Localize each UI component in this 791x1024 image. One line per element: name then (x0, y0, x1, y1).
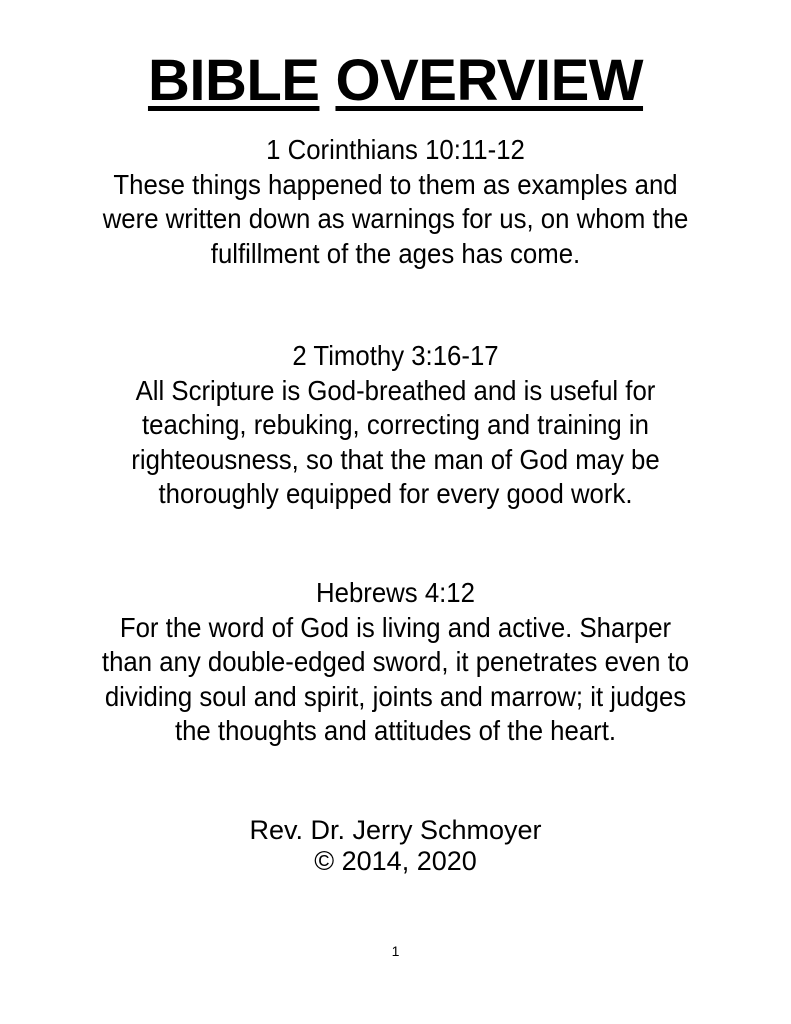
author-name: Rev. Dr. Jerry Schmoyer (249, 815, 542, 845)
passage-reference: Hebrews 4:12 (316, 577, 475, 608)
passage-reference: 1 Corinthians 10:11-12 (266, 134, 525, 165)
passage-text-line: than any double-edged sword, it penetrates even to (101, 646, 690, 677)
passage-text-line: For the word of God is living and active. Sharper (119, 611, 672, 643)
page-title (0, 46, 791, 116)
passage-text-line: were written down as warnings for us, on whom the (102, 203, 689, 234)
passage-text-line: fulfillment of the ages has come. (210, 237, 581, 269)
passage-text-line: All Scripture is God-breathed and is useful for (135, 374, 656, 406)
passage-hebrews (20, 576, 771, 749)
author-block (0, 815, 791, 877)
title-word-bible: BIBLE (147, 48, 320, 113)
title-word-overview: OVERVIEW (335, 48, 644, 113)
passage-text-line: the thoughts and attitudes of the heart. (174, 715, 617, 746)
passage-reference: 2 Timothy 3:16-17 (292, 340, 499, 371)
passage-text-line: righteousness, so that the man of God may be (131, 443, 660, 475)
page-number: 1 (391, 943, 400, 959)
passage-text-line: These things happened to them as examples and (113, 168, 678, 200)
passage-text-line: thoroughly equipped for every good work. (158, 478, 633, 509)
passage-text-line: teaching, rebuking, correcting and training in (142, 409, 649, 440)
copyright-notice: © 2014, 2020 (314, 846, 477, 876)
passage-text-line: dividing soul and spirit, joints and marrow; it judges (104, 680, 687, 712)
passage-1-corinthians (20, 133, 771, 271)
passage-2-timothy (20, 339, 771, 512)
